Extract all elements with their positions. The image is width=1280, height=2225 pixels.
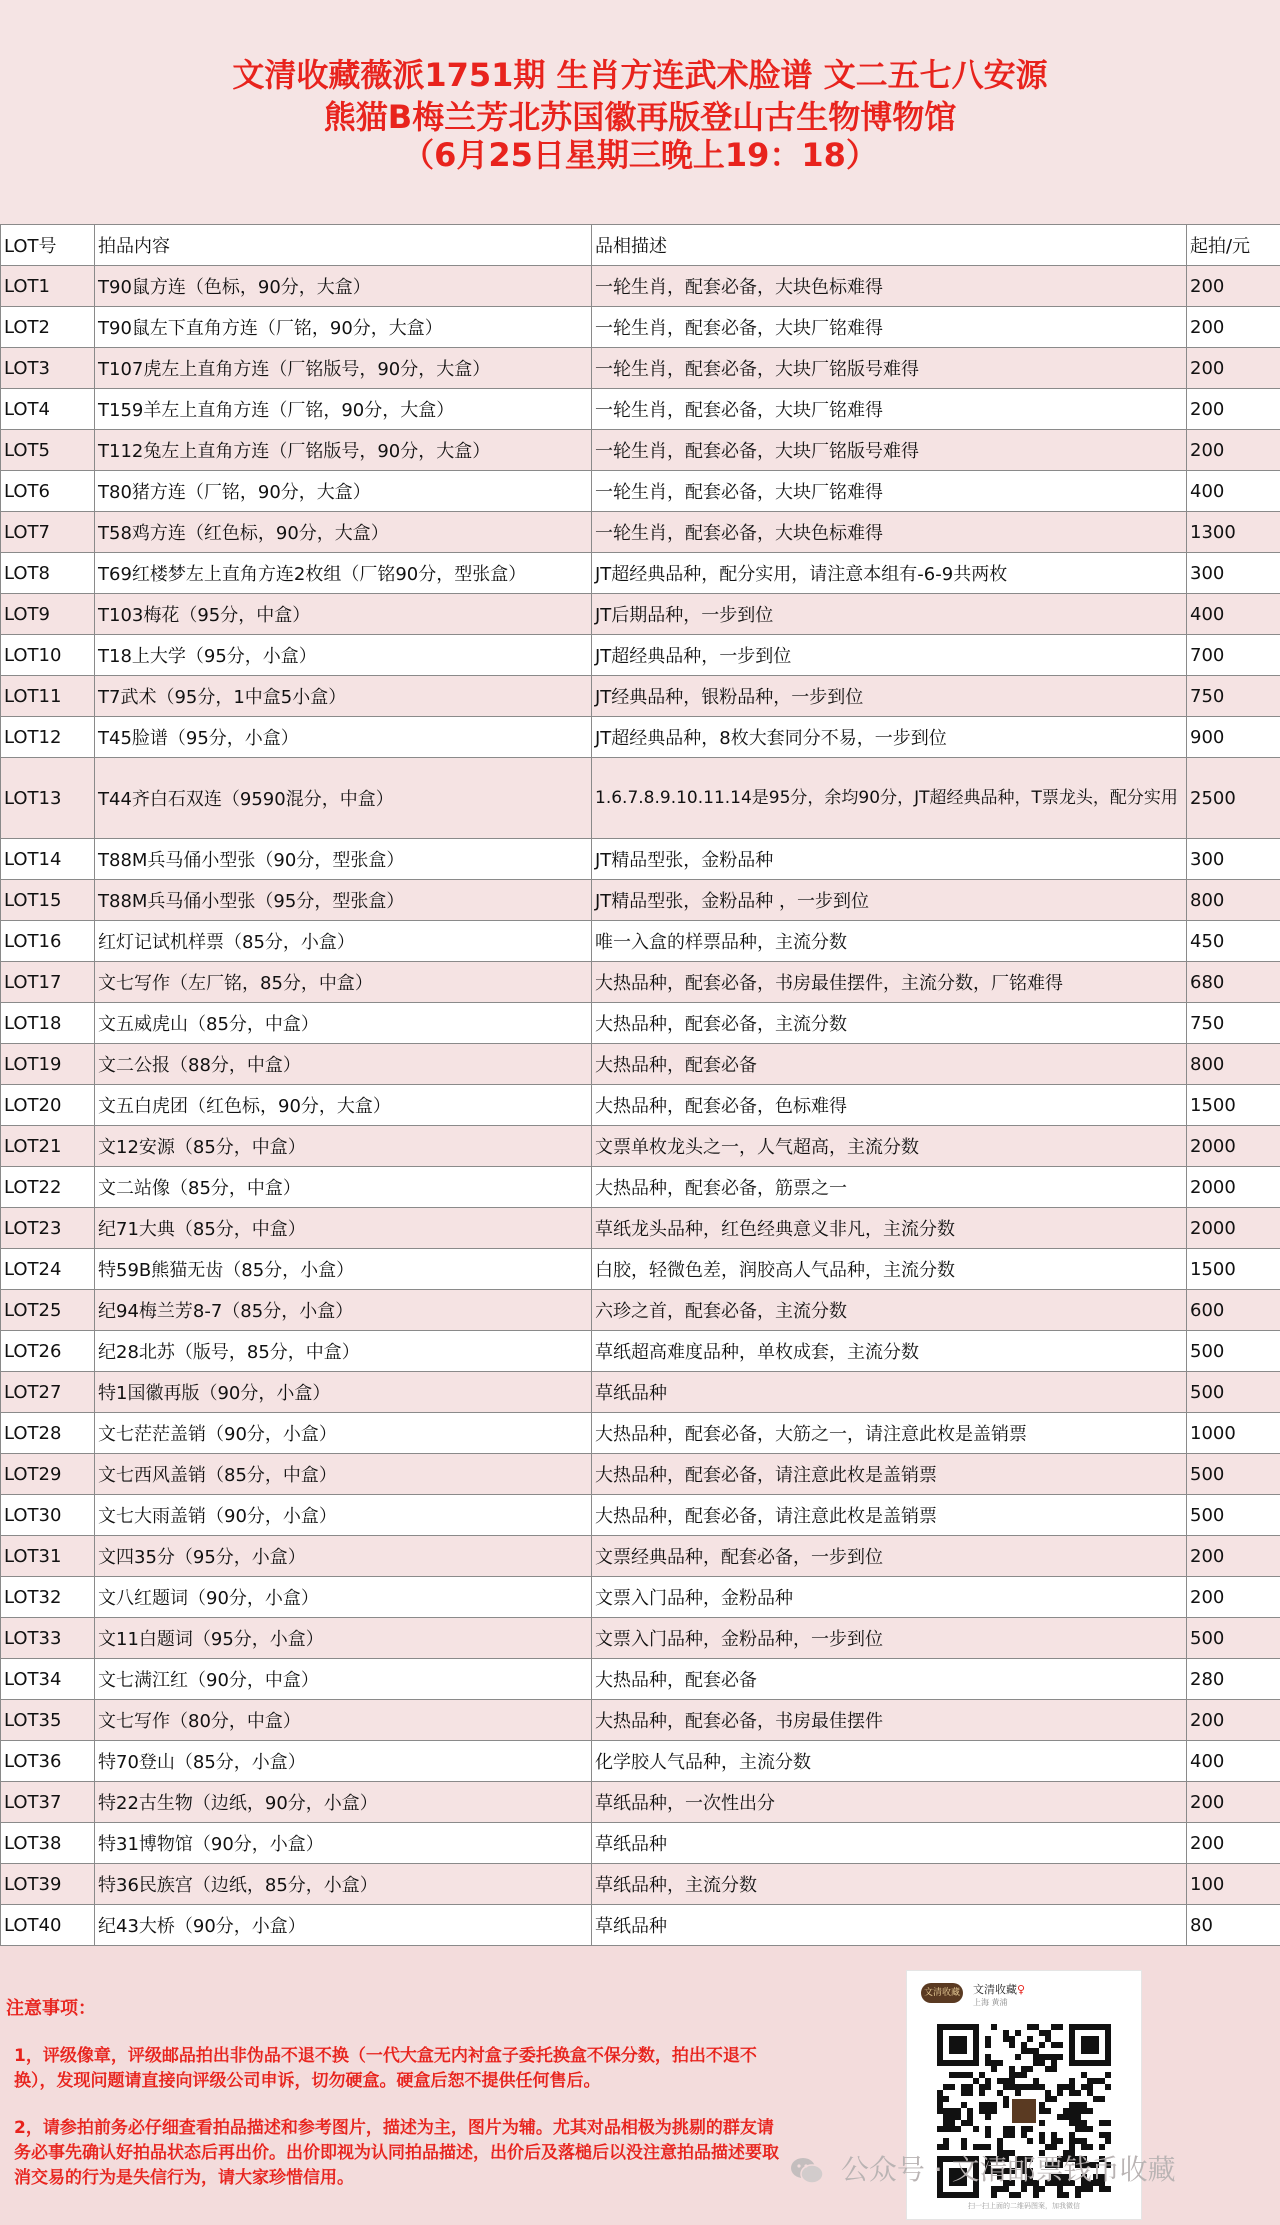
item-content-cell: 特1国徽再版（90分，小盒） (95, 1372, 592, 1413)
condition-cell: 大热品种，配套必备，书房最佳摆件，主流分数，厂铭难得 (592, 962, 1187, 1003)
condition-cell: 草纸品种，一次性出分 (592, 1782, 1187, 1823)
condition-cell: JT超经典品种，配分实用，请注意本组有-6-9共两枚 (592, 553, 1187, 594)
condition-cell: 大热品种，配套必备，书房最佳摆件 (592, 1700, 1187, 1741)
item-content-cell: T107虎左上直角方连（厂铭版号，90分，大盒） (95, 348, 592, 389)
starting-price-cell: 300 (1187, 839, 1280, 880)
table-row (1, 553, 1280, 594)
lot-number-cell: LOT26 (1, 1331, 95, 1372)
table-header-row (1, 225, 1280, 266)
table-row (1, 266, 1280, 307)
item-content-cell: T80猪方连（厂铭，90分，大盒） (95, 471, 592, 512)
condition-cell: 一轮生肖，配套必备，大块厂铭版号难得 (592, 348, 1187, 389)
item-content-cell: T58鸡方连（红色标，90分，大盒） (95, 512, 592, 553)
condition-cell: JT超经典品种，8枚大套同分不易，一步到位 (592, 717, 1187, 758)
table-row (1, 307, 1280, 348)
starting-price-cell: 200 (1187, 430, 1280, 471)
condition-cell: 一轮生肖，配套必备，大块色标难得 (592, 512, 1187, 553)
starting-price-cell: 500 (1187, 1495, 1280, 1536)
lot-number-cell: LOT38 (1, 1823, 95, 1864)
table-row (1, 1495, 1280, 1536)
condition-cell: 大热品种，配套必备，请注意此枚是盖销票 (592, 1454, 1187, 1495)
starting-price-cell: 1000 (1187, 1413, 1280, 1454)
condition-cell: JT精品型张，金粉品种 ，一步到位 (592, 880, 1187, 921)
lot-number-cell: LOT36 (1, 1741, 95, 1782)
condition-cell: 大热品种，配套必备 (592, 1044, 1187, 1085)
lot-number-cell: LOT21 (1, 1126, 95, 1167)
condition-cell: 大热品种，配套必备，主流分数 (592, 1003, 1187, 1044)
starting-price-cell: 200 (1187, 348, 1280, 389)
lot-number-cell: LOT13 (1, 758, 95, 839)
lot-number-cell: LOT20 (1, 1085, 95, 1126)
starting-price-cell: 500 (1187, 1454, 1280, 1495)
condition-cell: 大热品种，配套必备，色标难得 (592, 1085, 1187, 1126)
condition-cell: 文票入门品种，金粉品种，一步到位 (592, 1618, 1187, 1659)
item-content-cell: 特70登山（85分，小盒） (95, 1741, 592, 1782)
item-content-cell: 特36民族宫（边纸，85分，小盒） (95, 1864, 592, 1905)
lot-number-cell: LOT24 (1, 1249, 95, 1290)
notes-paragraph-1: 1，评级像章，评级邮品拍出非伪品不退不换（一代大盒无内衬盒子委托换盒不保分数，拍出不退不换），发现问题请直接向评级公司申诉，切勿硬盒。硬盒后恕不提供任何售后。 (14, 2046, 757, 2091)
qr-footer: 扫一扫上面的二维码图案，加我微信 (968, 2202, 1080, 2210)
table-row (1, 1249, 1280, 1290)
item-content-cell: 文二公报（88分，中盒） (95, 1044, 592, 1085)
lot-number-cell: LOT30 (1, 1495, 95, 1536)
starting-price-cell: 1500 (1187, 1249, 1280, 1290)
starting-price-cell: 200 (1187, 389, 1280, 430)
starting-price-cell: 600 (1187, 1290, 1280, 1331)
condition-cell: 化学胶人气品种，主流分数 (592, 1741, 1187, 1782)
condition-cell: 草纸超高难度品种，单枚成套，主流分数 (592, 1331, 1187, 1372)
condition-cell: 文票经典品种，配套必备，一步到位 (592, 1536, 1187, 1577)
lot-number-cell: LOT16 (1, 921, 95, 962)
starting-price-cell: 200 (1187, 307, 1280, 348)
table-row (1, 1454, 1280, 1495)
item-content-cell: T88M兵马俑小型张（90分，型张盒） (95, 839, 592, 880)
table-row (1, 1577, 1280, 1618)
lot-number-cell: LOT32 (1, 1577, 95, 1618)
wechat-icon (790, 2156, 824, 2186)
table-row (1, 1044, 1280, 1085)
lot-number-cell: LOT33 (1, 1618, 95, 1659)
table-row (1, 1003, 1280, 1044)
table-row (1, 1864, 1280, 1905)
starting-price-cell: 2500 (1187, 758, 1280, 839)
lot-number-cell: LOT14 (1, 839, 95, 880)
item-content-cell: T103梅花（95分，中盒） (95, 594, 592, 635)
condition-cell: 1.6.7.8.9.10.11.14是95分，余均90分，JT超经典品种，T票龙头，配分实用 (592, 758, 1187, 839)
table-row (1, 839, 1280, 880)
lot-number-cell: LOT11 (1, 676, 95, 717)
starting-price-cell: 2000 (1187, 1126, 1280, 1167)
header-date-line: （6月25日星期三晚上19：18） (402, 136, 878, 174)
lot-number-cell: LOT8 (1, 553, 95, 594)
starting-price-cell: 200 (1187, 1577, 1280, 1618)
lot-number-cell: LOT19 (1, 1044, 95, 1085)
table-row (1, 962, 1280, 1003)
notes-title: 注意事项： (6, 1998, 96, 2019)
condition-cell: 一轮生肖，配套必备，大块厂铭版号难得 (592, 430, 1187, 471)
item-content-cell: 特31博物馆（90分，小盒） (95, 1823, 592, 1864)
item-content-cell: 文11白题词（95分，小盒） (95, 1618, 592, 1659)
condition-cell: JT经典品种，银粉品种，一步到位 (592, 676, 1187, 717)
table-row (1, 1618, 1280, 1659)
starting-price-cell: 800 (1187, 880, 1280, 921)
starting-price-cell: 200 (1187, 266, 1280, 307)
condition-cell: 文票入门品种，金粉品种 (592, 1577, 1187, 1618)
lot-number-cell: LOT25 (1, 1290, 95, 1331)
item-content-cell: 文五白虎团（红色标，90分，大盒） (95, 1085, 592, 1126)
table-row (1, 1659, 1280, 1700)
lot-number-cell: LOT27 (1, 1372, 95, 1413)
table-row (1, 430, 1280, 471)
header-title-line-2: 熊猫B梅兰芳北苏国徽再版登山古生物博物馆 (323, 98, 957, 136)
lot-number-cell: LOT5 (1, 430, 95, 471)
header-condition: 品相描述 (592, 225, 1187, 266)
starting-price-cell: 1300 (1187, 512, 1280, 553)
starting-price-cell: 200 (1187, 1700, 1280, 1741)
item-content-cell: 文二站像（85分，中盒） (95, 1167, 592, 1208)
starting-price-cell: 100 (1187, 1864, 1280, 1905)
starting-price-cell: 200 (1187, 1536, 1280, 1577)
watermark (790, 2150, 1250, 2190)
table-row (1, 1085, 1280, 1126)
starting-price-cell: 680 (1187, 962, 1280, 1003)
starting-price-cell: 400 (1187, 1741, 1280, 1782)
starting-price-cell: 900 (1187, 717, 1280, 758)
condition-cell: 唯一入盒的样票品种，主流分数 (592, 921, 1187, 962)
starting-price-cell: 2000 (1187, 1167, 1280, 1208)
condition-cell: 大热品种，配套必备，大筋之一，请注意此枚是盖销票 (592, 1413, 1187, 1454)
lot-number-cell: LOT2 (1, 307, 95, 348)
table-row (1, 1741, 1280, 1782)
lot-number-cell: LOT15 (1, 880, 95, 921)
starting-price-cell: 450 (1187, 921, 1280, 962)
condition-cell: 一轮生肖，配套必备，大块厂铭难得 (592, 471, 1187, 512)
table-row (1, 921, 1280, 962)
item-content-cell: T159羊左上直角方连（厂铭，90分，大盒） (95, 389, 592, 430)
table-row (1, 1331, 1280, 1372)
header-title-line-1: 文清收藏薇派1751期 生肖方连武术脸谱 文二五七八安源 (232, 56, 1048, 94)
table-row (1, 1126, 1280, 1167)
condition-cell: 大热品种，配套必备，筋票之一 (592, 1167, 1187, 1208)
table-row (1, 1372, 1280, 1413)
table-row (1, 1905, 1280, 1946)
lot-number-cell: LOT39 (1, 1864, 95, 1905)
table-row (1, 1782, 1280, 1823)
starting-price-cell: 700 (1187, 635, 1280, 676)
table-row (1, 758, 1280, 839)
condition-cell: 草纸品种，主流分数 (592, 1864, 1187, 1905)
starting-price-cell: 280 (1187, 1659, 1280, 1700)
item-content-cell: T90鼠左下直角方连（厂铭，90分，大盒） (95, 307, 592, 348)
item-content-cell: 文七满江红（90分，中盒） (95, 1659, 592, 1700)
table-row (1, 1823, 1280, 1864)
starting-price-cell: 300 (1187, 553, 1280, 594)
lot-number-cell: LOT40 (1, 1905, 95, 1946)
table-row (1, 1208, 1280, 1249)
item-content-cell: 文七写作（左厂铭，85分，中盒） (95, 962, 592, 1003)
item-content-cell: 文12安源（85分，中盒） (95, 1126, 592, 1167)
lot-number-cell: LOT31 (1, 1536, 95, 1577)
lot-number-cell: LOT28 (1, 1413, 95, 1454)
condition-cell: 草纸品种 (592, 1905, 1187, 1946)
item-content-cell: T112兔左上直角方连（厂铭版号，90分，大盒） (95, 430, 592, 471)
item-content-cell: 特22古生物（边纸，90分，小盒） (95, 1782, 592, 1823)
condition-cell: 一轮生肖，配套必备，大块厂铭难得 (592, 389, 1187, 430)
condition-cell: 六珍之首，配套必备，主流分数 (592, 1290, 1187, 1331)
condition-cell: 大热品种，配套必备 (592, 1659, 1187, 1700)
item-content-cell: T44齐白石双连（9590混分，中盒） (95, 758, 592, 839)
condition-cell: 草纸品种 (592, 1372, 1187, 1413)
item-content-cell: T88M兵马俑小型张（95分，型张盒） (95, 880, 592, 921)
female-icon: ♀ (1017, 1983, 1026, 1996)
lot-number-cell: LOT18 (1, 1003, 95, 1044)
lot-number-cell: LOT35 (1, 1700, 95, 1741)
condition-cell: 大热品种，配套必备，请注意此枚是盖销票 (592, 1495, 1187, 1536)
condition-cell: JT精品型张，金粉品种 (592, 839, 1187, 880)
lot-number-cell: LOT3 (1, 348, 95, 389)
lot-number-cell: LOT4 (1, 389, 95, 430)
starting-price-cell: 400 (1187, 594, 1280, 635)
table-row (1, 717, 1280, 758)
table-row (1, 512, 1280, 553)
condition-cell: 草纸品种 (592, 1823, 1187, 1864)
item-content-cell: 文七西风盖销（85分，中盒） (95, 1454, 592, 1495)
lot-number-cell: LOT9 (1, 594, 95, 635)
starting-price-cell: 200 (1187, 1782, 1280, 1823)
table-row (1, 348, 1280, 389)
lot-number-cell: LOT17 (1, 962, 95, 1003)
item-content-cell: 纪28北苏（版号，85分，中盒） (95, 1331, 592, 1372)
condition-cell: 草纸龙头品种，红色经典意义非凡，主流分数 (592, 1208, 1187, 1249)
item-content-cell: 文七写作（80分，中盒） (95, 1700, 592, 1741)
item-content-cell: 纪71大典（85分，中盒） (95, 1208, 592, 1249)
condition-cell: 一轮生肖，配套必备，大块厂铭难得 (592, 307, 1187, 348)
item-content-cell: T18上大学（95分，小盒） (95, 635, 592, 676)
item-content-cell: T7武术（95分，1中盒5小盒） (95, 676, 592, 717)
lot-number-cell: LOT1 (1, 266, 95, 307)
qr-account-name-text: 文清收藏 (973, 1983, 1017, 1996)
lot-number-cell: LOT10 (1, 635, 95, 676)
table-row (1, 471, 1280, 512)
lot-number-cell: LOT23 (1, 1208, 95, 1249)
item-content-cell: T45脸谱（95分，小盒） (95, 717, 592, 758)
starting-price-cell: 500 (1187, 1618, 1280, 1659)
table-row (1, 1700, 1280, 1741)
item-content-cell: 纪43大桥（90分，小盒） (95, 1905, 592, 1946)
item-content-cell: 纪94梅兰芳8-7（85分，小盒） (95, 1290, 592, 1331)
starting-price-cell: 80 (1187, 1905, 1280, 1946)
condition-cell: 白胶，轻微色差，润胶高人气品种，主流分数 (592, 1249, 1187, 1290)
condition-cell: 文票单枚龙头之一，人气超高，主流分数 (592, 1126, 1187, 1167)
condition-cell: JT超经典品种，一步到位 (592, 635, 1187, 676)
item-content-cell: 文八红题词（90分，小盒） (95, 1577, 592, 1618)
lot-table (0, 224, 1280, 1946)
lot-number-cell: LOT12 (1, 717, 95, 758)
notes-paragraph-2: 2，请参拍前务必仔细查看拍品描述和参考图片，描述为主，图片为辅。尤其对品相极为挑剔的群友请务必事先确认好拍品状态后再出价。出价即视为认同拍品描述，出价后及落槌后以没注意拍品描述要取消交易的行为是失信行为，请大家珍惜信用。 (14, 2118, 779, 2188)
table-row (1, 1290, 1280, 1331)
lot-number-cell: LOT29 (1, 1454, 95, 1495)
item-content-cell: T90鼠方连（色标，90分，大盒） (95, 266, 592, 307)
lot-number-cell: LOT37 (1, 1782, 95, 1823)
table-row (1, 1413, 1280, 1454)
watermark-text: 公众号 · 文清邮票钱币收藏 (840, 2153, 1176, 2186)
starting-price-cell: 2000 (1187, 1208, 1280, 1249)
item-content-cell: 文五威虎山（85分，中盒） (95, 1003, 592, 1044)
qr-location: 上海 黄浦 (973, 1998, 1008, 2007)
table-row (1, 389, 1280, 430)
table-row (1, 635, 1280, 676)
qr-account-name (973, 1981, 1025, 1997)
table-row (1, 1167, 1280, 1208)
item-content-cell: 文七大雨盖销（90分，小盒） (95, 1495, 592, 1536)
table-row (1, 880, 1280, 921)
item-content-cell: 特59B熊猫无齿（85分，小盒） (95, 1249, 592, 1290)
item-content-cell: T69红楼梦左上直角方连2枚组（厂铭90分，型张盒） (95, 553, 592, 594)
table-row (1, 594, 1280, 635)
item-content-cell: 文七茫茫盖销（90分，小盒） (95, 1413, 592, 1454)
header-item-content: 拍品内容 (95, 225, 592, 266)
table-row (1, 1536, 1280, 1577)
header-starting-price: 起拍/元 (1187, 225, 1280, 266)
lot-number-cell: LOT6 (1, 471, 95, 512)
table-row (1, 676, 1280, 717)
header-lot-number: LOT号 (1, 225, 95, 266)
item-content-cell: 红灯记试机样票（85分，小盒） (95, 921, 592, 962)
qr-avatar-badge: 文清收藏 (921, 1983, 963, 2003)
starting-price-cell: 750 (1187, 676, 1280, 717)
lot-number-cell: LOT22 (1, 1167, 95, 1208)
item-content-cell: 文四35分（95分，小盒） (95, 1536, 592, 1577)
condition-cell: 一轮生肖，配套必备，大块色标难得 (592, 266, 1187, 307)
starting-price-cell: 800 (1187, 1044, 1280, 1085)
condition-cell: JT后期品种，一步到位 (592, 594, 1187, 635)
poster-header (0, 0, 1280, 224)
starting-price-cell: 500 (1187, 1331, 1280, 1372)
starting-price-cell: 750 (1187, 1003, 1280, 1044)
starting-price-cell: 200 (1187, 1823, 1280, 1864)
starting-price-cell: 1500 (1187, 1085, 1280, 1126)
starting-price-cell: 500 (1187, 1372, 1280, 1413)
lot-number-cell: LOT7 (1, 512, 95, 553)
starting-price-cell: 400 (1187, 471, 1280, 512)
lot-number-cell: LOT34 (1, 1659, 95, 1700)
